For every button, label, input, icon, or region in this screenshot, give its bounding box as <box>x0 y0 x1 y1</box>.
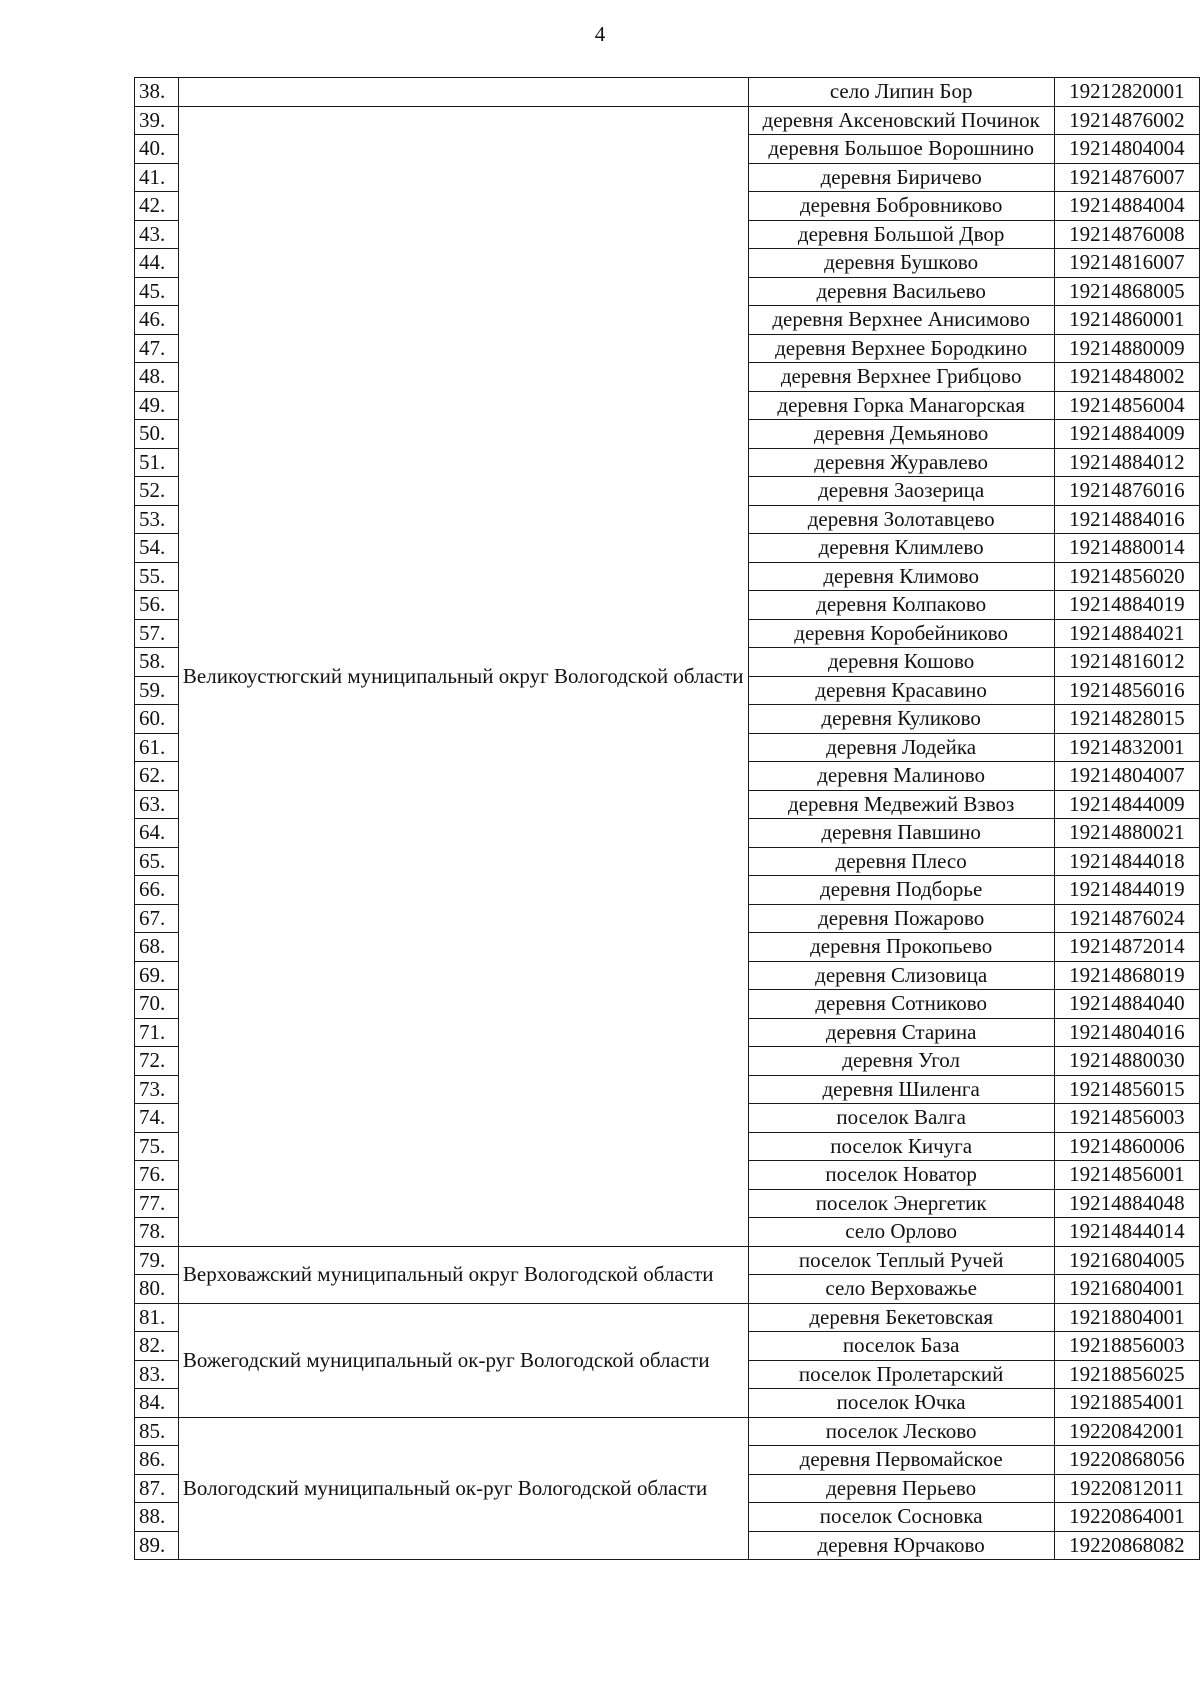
row-number: 65. <box>135 847 179 876</box>
settlement-code: 19214884019 <box>1054 591 1199 620</box>
district-name: Верховажский муниципальный округ Вологодской области <box>178 1246 748 1303</box>
settlement-name: деревня Прокопьево <box>748 933 1054 962</box>
settlement-name: деревня Бушково <box>748 249 1054 278</box>
settlement-code: 19214868005 <box>1054 277 1199 306</box>
settlement-name: деревня Верхнее Анисимово <box>748 306 1054 335</box>
settlement-name: деревня Биричево <box>748 163 1054 192</box>
settlement-name: поселок Кичуга <box>748 1132 1054 1161</box>
row-number: 40. <box>135 135 179 164</box>
settlement-name: деревня Первомайское <box>748 1446 1054 1475</box>
settlement-name: деревня Юрчаково <box>748 1531 1054 1560</box>
settlement-code: 19218856025 <box>1054 1360 1199 1389</box>
settlement-name: деревня Бекетовская <box>748 1303 1054 1332</box>
settlement-code: 19214856015 <box>1054 1075 1199 1104</box>
settlement-name: деревня Подборье <box>748 876 1054 905</box>
row-number: 69. <box>135 961 179 990</box>
row-number: 77. <box>135 1189 179 1218</box>
settlement-code: 19214804016 <box>1054 1018 1199 1047</box>
settlement-code: 19214844009 <box>1054 790 1199 819</box>
settlement-code: 19220868056 <box>1054 1446 1199 1475</box>
page-number: 4 <box>594 22 606 46</box>
settlement-name: деревня Васильево <box>748 277 1054 306</box>
settlement-name: деревня Пожарово <box>748 904 1054 933</box>
row-number: 56. <box>135 591 179 620</box>
settlement-name: деревня Малиново <box>748 762 1054 791</box>
settlement-name: деревня Красавино <box>748 676 1054 705</box>
settlement-name: деревня Сотниково <box>748 990 1054 1019</box>
settlement-name: село Липин Бор <box>748 78 1054 107</box>
settlement-code: 19212820001 <box>1054 78 1199 107</box>
settlements-table <box>134 77 1200 1560</box>
settlement-code: 19214844019 <box>1054 876 1199 905</box>
row-number: 57. <box>135 619 179 648</box>
settlement-code: 19214884012 <box>1054 448 1199 477</box>
settlements-table-body <box>135 78 1200 1560</box>
row-number: 89. <box>135 1531 179 1560</box>
district-name: Вожегодский муниципальный ок-руг Вологодской области <box>178 1303 748 1417</box>
settlement-code: 19214880014 <box>1054 534 1199 563</box>
row-number: 62. <box>135 762 179 791</box>
row-number: 80. <box>135 1275 179 1304</box>
settlement-code: 19214884040 <box>1054 990 1199 1019</box>
settlement-code: 19214856016 <box>1054 676 1199 705</box>
settlement-code: 19214876002 <box>1054 106 1199 135</box>
settlement-code: 19214804004 <box>1054 135 1199 164</box>
settlement-name: поселок Лесково <box>748 1417 1054 1446</box>
settlement-code: 19214884009 <box>1054 420 1199 449</box>
settlement-code: 19218856003 <box>1054 1332 1199 1361</box>
row-number: 82. <box>135 1332 179 1361</box>
settlement-name: деревня Горка Манагорская <box>748 391 1054 420</box>
row-number: 39. <box>135 106 179 135</box>
row-number: 52. <box>135 477 179 506</box>
settlement-code: 19214844014 <box>1054 1218 1199 1247</box>
settlement-name: деревня Демьяново <box>748 420 1054 449</box>
settlement-code: 19214884021 <box>1054 619 1199 648</box>
settlement-code: 19214872014 <box>1054 933 1199 962</box>
row-number: 64. <box>135 819 179 848</box>
settlement-name: село Орлово <box>748 1218 1054 1247</box>
row-number: 43. <box>135 220 179 249</box>
row-number: 60. <box>135 705 179 734</box>
settlement-name: деревня Климлево <box>748 534 1054 563</box>
settlement-code: 19214816007 <box>1054 249 1199 278</box>
row-number: 46. <box>135 306 179 335</box>
settlement-name: деревня Медвежий Взвоз <box>748 790 1054 819</box>
settlement-code: 19214876008 <box>1054 220 1199 249</box>
row-number: 44. <box>135 249 179 278</box>
settlement-name: деревня Верхнее Бородкино <box>748 334 1054 363</box>
row-number: 87. <box>135 1474 179 1503</box>
table-row <box>135 78 1200 107</box>
settlement-name: деревня Плесо <box>748 847 1054 876</box>
row-number: 71. <box>135 1018 179 1047</box>
row-number: 66. <box>135 876 179 905</box>
settlement-name: поселок Валга <box>748 1104 1054 1133</box>
settlement-code: 19214876016 <box>1054 477 1199 506</box>
settlement-code: 19214860006 <box>1054 1132 1199 1161</box>
settlement-name: деревня Шиленга <box>748 1075 1054 1104</box>
settlement-code: 19216804001 <box>1054 1275 1199 1304</box>
settlement-code: 19218854001 <box>1054 1389 1199 1418</box>
row-number: 49. <box>135 391 179 420</box>
table-row <box>135 1303 1200 1332</box>
settlement-name: деревня Коробейниково <box>748 619 1054 648</box>
settlement-name: деревня Большое Ворошнино <box>748 135 1054 164</box>
settlement-name: деревня Слизовица <box>748 961 1054 990</box>
settlement-code: 19214860001 <box>1054 306 1199 335</box>
settlement-name: деревня Аксеновский Починок <box>748 106 1054 135</box>
settlement-name: деревня Верхнее Грибцово <box>748 363 1054 392</box>
settlement-code: 19214856020 <box>1054 562 1199 591</box>
row-number: 84. <box>135 1389 179 1418</box>
row-number: 47. <box>135 334 179 363</box>
settlement-name: деревня Бобровниково <box>748 192 1054 221</box>
settlement-name: деревня Журавлево <box>748 448 1054 477</box>
settlement-name: деревня Кошово <box>748 648 1054 677</box>
row-number: 86. <box>135 1446 179 1475</box>
settlement-code: 19214856001 <box>1054 1161 1199 1190</box>
settlement-name: поселок Новатор <box>748 1161 1054 1190</box>
settlement-name: деревня Старина <box>748 1018 1054 1047</box>
settlement-name: поселок Энергетик <box>748 1189 1054 1218</box>
settlement-code: 19214816012 <box>1054 648 1199 677</box>
settlement-code: 19214884048 <box>1054 1189 1199 1218</box>
district-name: Вологодский муниципальный ок-руг Вологодской области <box>178 1417 748 1560</box>
settlement-code: 19214876024 <box>1054 904 1199 933</box>
settlement-code: 19220842001 <box>1054 1417 1199 1446</box>
row-number: 59. <box>135 676 179 705</box>
settlement-name: деревня Куликово <box>748 705 1054 734</box>
district-name: Великоустюгский муниципальный округ Вологодской области <box>178 106 748 1246</box>
row-number: 70. <box>135 990 179 1019</box>
row-number: 72. <box>135 1047 179 1076</box>
settlement-code: 19214868019 <box>1054 961 1199 990</box>
settlement-code: 19214880030 <box>1054 1047 1199 1076</box>
settlement-code: 19214880021 <box>1054 819 1199 848</box>
row-number: 58. <box>135 648 179 677</box>
settlement-code: 19214832001 <box>1054 733 1199 762</box>
settlement-code: 19214884004 <box>1054 192 1199 221</box>
row-number: 85. <box>135 1417 179 1446</box>
row-number: 67. <box>135 904 179 933</box>
settlement-name: село Верховажье <box>748 1275 1054 1304</box>
row-number: 88. <box>135 1503 179 1532</box>
table-row <box>135 1246 1200 1275</box>
settlement-code: 19220812011 <box>1054 1474 1199 1503</box>
row-number: 63. <box>135 790 179 819</box>
settlement-code: 19214856004 <box>1054 391 1199 420</box>
settlement-name: деревня Колпаково <box>748 591 1054 620</box>
row-number: 50. <box>135 420 179 449</box>
settlement-name: поселок Сосновка <box>748 1503 1054 1532</box>
settlement-name: деревня Климово <box>748 562 1054 591</box>
settlement-name: поселок Пролетарский <box>748 1360 1054 1389</box>
row-number: 41. <box>135 163 179 192</box>
settlement-code: 19220864001 <box>1054 1503 1199 1532</box>
settlement-code: 19220868082 <box>1054 1531 1199 1560</box>
district-name <box>178 78 748 107</box>
settlement-name: деревня Угол <box>748 1047 1054 1076</box>
row-number: 78. <box>135 1218 179 1247</box>
row-number: 53. <box>135 505 179 534</box>
settlement-name: деревня Лодейка <box>748 733 1054 762</box>
settlement-code: 19214844018 <box>1054 847 1199 876</box>
row-number: 79. <box>135 1246 179 1275</box>
settlement-code: 19214884016 <box>1054 505 1199 534</box>
row-number: 61. <box>135 733 179 762</box>
row-number: 42. <box>135 192 179 221</box>
settlement-name: деревня Заозерица <box>748 477 1054 506</box>
row-number: 76. <box>135 1161 179 1190</box>
row-number: 51. <box>135 448 179 477</box>
settlement-code: 19214828015 <box>1054 705 1199 734</box>
row-number: 83. <box>135 1360 179 1389</box>
settlement-name: деревня Золотавцево <box>748 505 1054 534</box>
settlement-code: 19216804005 <box>1054 1246 1199 1275</box>
row-number: 81. <box>135 1303 179 1332</box>
row-number: 74. <box>135 1104 179 1133</box>
settlement-name: поселок Теплый Ручей <box>748 1246 1054 1275</box>
settlement-code: 19214880009 <box>1054 334 1199 363</box>
settlement-name: поселок Ючка <box>748 1389 1054 1418</box>
settlement-name: деревня Павшино <box>748 819 1054 848</box>
row-number: 75. <box>135 1132 179 1161</box>
settlement-code: 19214876007 <box>1054 163 1199 192</box>
settlement-name: поселок База <box>748 1332 1054 1361</box>
settlement-code: 19214848002 <box>1054 363 1199 392</box>
settlement-code: 19218804001 <box>1054 1303 1199 1332</box>
row-number: 68. <box>135 933 179 962</box>
settlement-name: деревня Большой Двор <box>748 220 1054 249</box>
row-number: 45. <box>135 277 179 306</box>
row-number: 73. <box>135 1075 179 1104</box>
table-row <box>135 1417 1200 1446</box>
settlement-name: деревня Перьево <box>748 1474 1054 1503</box>
settlement-code: 19214856003 <box>1054 1104 1199 1133</box>
row-number: 48. <box>135 363 179 392</box>
row-number: 55. <box>135 562 179 591</box>
table-row <box>135 106 1200 135</box>
row-number: 54. <box>135 534 179 563</box>
settlement-code: 19214804007 <box>1054 762 1199 791</box>
row-number: 38. <box>135 78 179 107</box>
